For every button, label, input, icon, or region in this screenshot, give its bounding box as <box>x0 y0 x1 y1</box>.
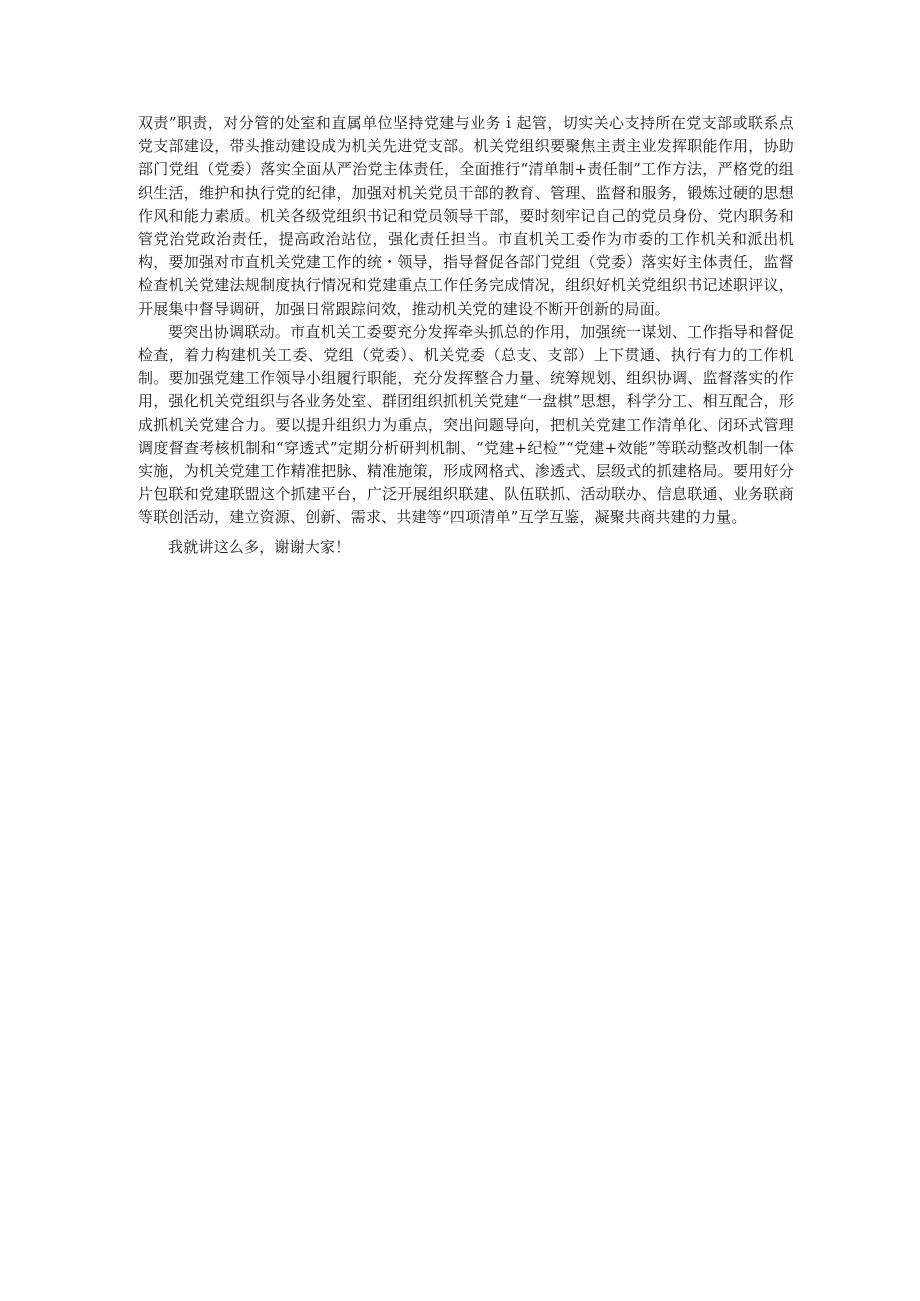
paragraph-coordination: 要突出协调联动。市直机关工委要充分发挥牵头抓总的作用，加强统一谋划、工作指导和督促检查，着力构建机关工委、党组（党委）、机关党委（总支、支部）上下贯通、执行有力的工作机制。要加强党建工作领导小组履行职能，充分发挥整合力量、统筹规划、组织协调、监督落实的作用，强化机关党组织与各业务处室、群团组织抓机关党建“一盘棋”思想，科学分工、相互配合，形成抓机关党建合力。要以提升组织力为重点，突出问题导向，把机关党建工作清单化、闭环式管理调度督查考核机制和“穿透式”定期分析研判机制、“党建+纪检”“党建+效能”等联动整改机制一体实施，为机关党建工作精准把脉、精准施策，形成网格式、渗透式、层级式的抓建格局。要用好分片包联和党建联盟这个抓建平台，广泛开展组织联建、队伍联抓、活动联办、信息联通、业务联商等联创活动，建立资源、创新、需求、共建等“四项清单”互学互鉴，凝聚共商共建的力量。 <box>138 322 794 527</box>
document-body <box>138 112 794 559</box>
paragraph-closing: 我就讲这么多，谢谢大家！ <box>168 537 351 556</box>
paragraph-continuation: 双责”职责，对分管的处室和直属单位坚持党建与业务ｉ起管，切实关心支持所在党支部或联系点党支部建设，带头推动建设成为机关先进党支部。机关党组织要聚焦主责主业发挥职能作用，协助部门党组（党委）落实全面从严治党主体责任，全面推行“清单制+责任制”工作方法，严格党的组织生活，维护和执行党的纪律，加强对机关党员干部的教育、管理、监督和服务，锻炼过硬的思想作风和能力素质。机关各级党组织书记和党员领导干部，要时刻牢记自己的党员身份、党内职务和管党治党政治责任，提高政治站位，强化责任担当。市直机关工委作为市委的工作机关和派出机构，要加强对市直机关党建工作的统・领导，指导督促各部门党组（党委）落实好主体责任，监督检查机关党建法规制度执行情况和党建重点工作任务完成情况，组织好机关党组织书记述职评议，开展集中督导调研，加强日常跟踪问效，推动机关党的建设不断开创新的局面。 <box>138 114 794 318</box>
